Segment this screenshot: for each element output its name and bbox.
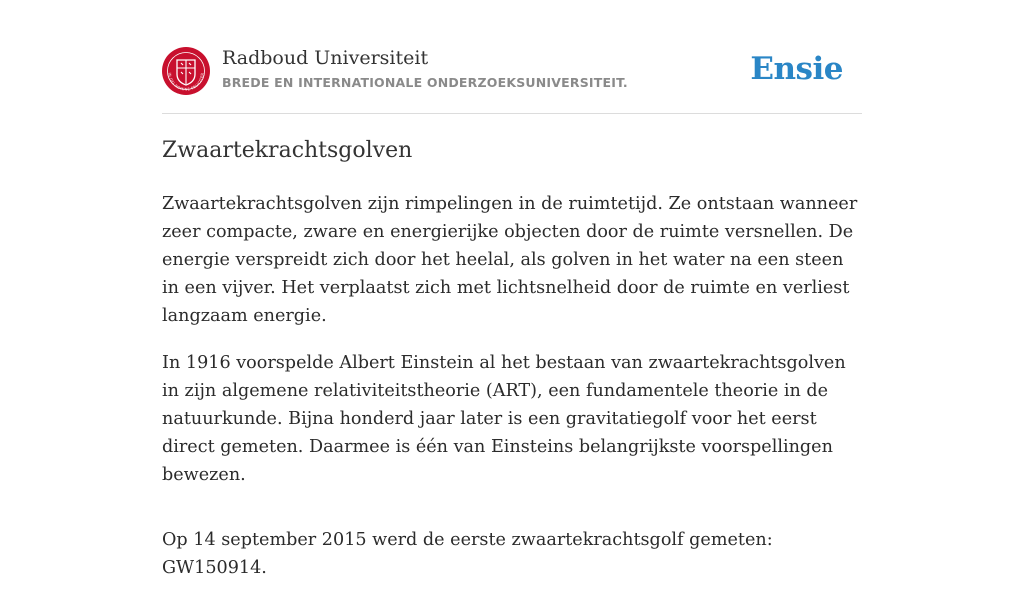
article-body: [162, 190, 862, 601]
article-paragraph: Zwaartekrachtsgolven zijn rimpelingen in de ruimtetijd. Ze ontstaan wanneer zeer compacte, zware en energierijke objecten door de ruimte versnellen. De energie verspreidt zich door het heelal, als golven in het water na een steen in een vijver. Het verplaatst zich met lichtsnelheid door de ruimte en verliest langzaam energie.: [162, 194, 858, 326]
site-header: [162, 46, 862, 114]
svg-text:IN DEI NOMINE FELICITER: IN DEI NOMINE FELICITER: [167, 72, 205, 92]
ensie-logo-link[interactable]: Ensie: [750, 51, 843, 87]
organization-tagline: BREDE EN INTERNATIONALE ONDERZOEKSUNIVERSITEIT.: [222, 75, 628, 90]
article-paragraph: In 1916 voorspelde Albert Einstein al het bestaan van zwaartekrachtsgolven in zijn algemene relativiteitstheorie (ART), een fundamentele theorie in de natuurkunde. Bijna honderd jaar later is een gravitatiegolf voor het eerst direct gemeten. Daarmee is één van Einsteins belangrijkste voorspellingen bewezen.: [162, 353, 846, 485]
page-title: Zwaartekrachtsgolven: [162, 138, 413, 163]
organization-name: Radboud Universiteit: [222, 47, 429, 69]
article-paragraph: Op 14 september 2015 werd de eerste zwaartekrachtsgolf gemeten: GW150914.: [162, 530, 773, 578]
university-seal-icon[interactable]: [162, 47, 210, 95]
